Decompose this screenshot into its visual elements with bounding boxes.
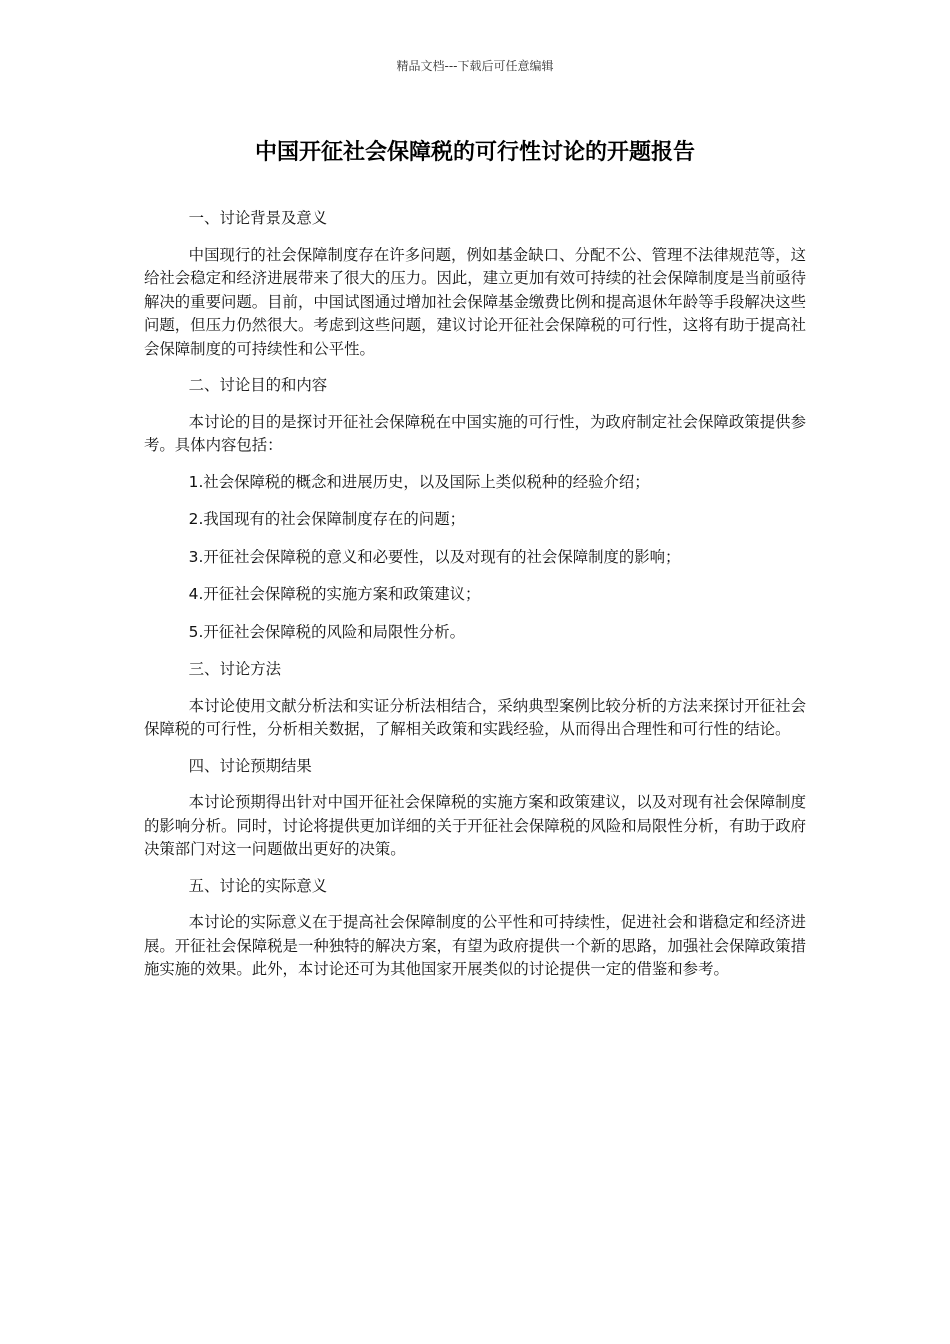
list-item: 1.社会保障税的概念和进展历史，以及国际上类似税种的经验介绍； [188,472,650,491]
section-paragraph-method: 本讨论使用文献分析法和实证分析法相结合，采纳典型案例比较分析的方法来探讨开征社会保障税的可行性，分析相关数据，了解相关政策和实践经验，从而得出合理性和可行性的结论。 [144,696,806,738]
section-paragraph-significance: 本讨论的实际意义在于提高社会保障制度的公平性和可持续性，促进社会和谐稳定和经济进展。开征社会保障税是一种独特的解决方案，有望为政府提供一个新的思路，加强社会保障政策措施实施的效果。此外，本讨论还可为其他国家开展类似的讨论提供一定的借鉴和参考。 [144,913,806,978]
section-heading-method: 三、讨论方法 [188,660,282,678]
section-heading-expected-results: 四、讨论预期结果 [188,756,312,775]
list-item: 2.我国现有的社会保障制度存在的问题； [188,510,465,528]
document-title: 中国开征社会保障税的可行性讨论的开题报告 [254,140,695,165]
section-heading-significance: 五、讨论的实际意义 [188,876,328,895]
list-item: 4.开征社会保障税的实施方案和政策建议； [188,585,481,603]
section-paragraph-background: 中国现行的社会保障制度存在许多问题，例如基金缺口、分配不公、管理不法律规范等，这给社会稳定和经济进展带来了很大的压力。因此，建立更加有效可持续的社会保障制度是当前亟待解决的重要问题。目前，中国试图通过增加社会保障基金缴费比例和提高退休年龄等手段解决这些问题，但压力仍然很大。考虑到这些问题，建议讨论开征社会保障税的可行性，这将有助于提高社会保障制度的可持续性和公平性。 [144,245,806,358]
section-heading-purpose: 二、讨论目的和内容 [188,376,328,394]
section-paragraph-expected-results: 本讨论预期得出针对中国开征社会保障税的实施方案和政策建议，以及对现有社会保障制度的影响分析。同时，讨论将提供更加详细的关于开征社会保障税的风险和局限性分析，有助于政府决策部门对这一问题做出更好的决策。 [144,793,806,858]
list-item: 5.开征社会保障税的风险和局限性分析。 [188,622,465,641]
section-paragraph-purpose: 本讨论的目的是探讨开征社会保障税在中国实施的可行性，为政府制定社会保障政策提供参考。具体内容包括： [144,412,806,454]
document-body [144,207,806,995]
list-item: 3.开征社会保障税的意义和必要性，以及对现有的社会保障制度的影响； [188,547,681,566]
section-heading-background: 一、讨论背景及意义 [188,209,328,227]
page-header: 精品文档---下载后可任意编辑 [396,59,554,73]
